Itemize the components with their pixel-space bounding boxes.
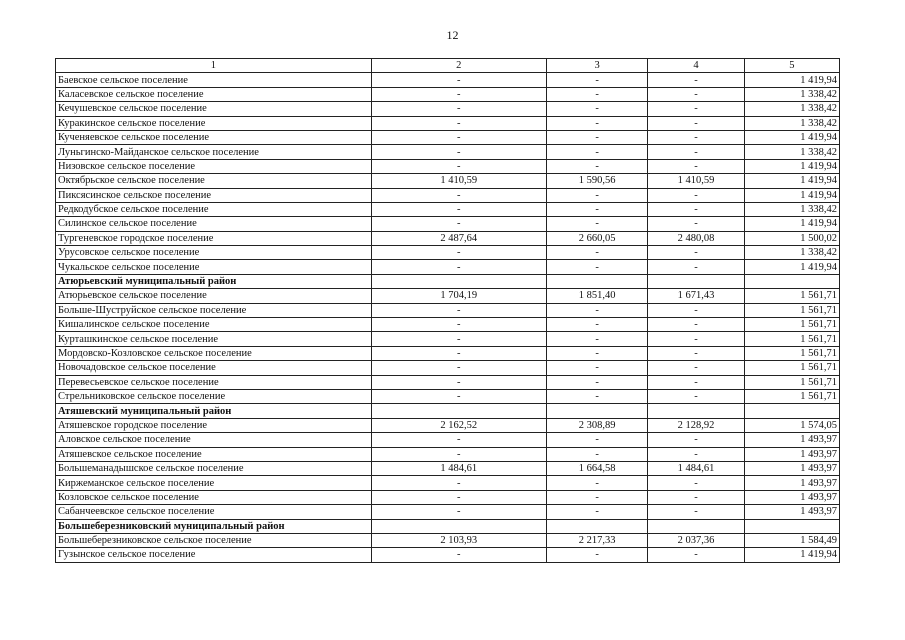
settlement-name: Чукальское сельское поселение bbox=[56, 260, 372, 274]
settlement-name: Баевское сельское поселение bbox=[56, 73, 372, 87]
value-col-4 bbox=[648, 404, 744, 418]
value-col-5: 1 419,94 bbox=[744, 548, 839, 562]
district-name: Большеберезниковский муниципальный район bbox=[56, 519, 372, 533]
value-col-2: 2 103,93 bbox=[371, 533, 546, 547]
table-row bbox=[56, 188, 840, 202]
value-col-3: - bbox=[546, 303, 647, 317]
table-row bbox=[56, 490, 840, 504]
value-col-3: - bbox=[546, 361, 647, 375]
value-col-2: 2 487,64 bbox=[371, 231, 546, 245]
settlement-name: Сабанчеевское сельское поселение bbox=[56, 505, 372, 519]
table-row bbox=[56, 145, 840, 159]
value-col-2: - bbox=[371, 505, 546, 519]
value-col-3: - bbox=[546, 375, 647, 389]
value-col-2: - bbox=[371, 145, 546, 159]
settlement-name: Киржеманское сельское поселение bbox=[56, 476, 372, 490]
value-col-5: 1 338,42 bbox=[744, 145, 839, 159]
value-col-2: - bbox=[371, 433, 546, 447]
value-col-2 bbox=[371, 274, 546, 288]
value-col-4: - bbox=[648, 202, 744, 216]
value-col-5: 1 493,97 bbox=[744, 433, 839, 447]
value-col-4: - bbox=[648, 361, 744, 375]
value-col-2: - bbox=[371, 260, 546, 274]
value-col-4: 1 484,61 bbox=[648, 461, 744, 475]
settlement-name: Гузынское сельское поселение bbox=[56, 548, 372, 562]
value-col-4: - bbox=[648, 490, 744, 504]
table-row bbox=[56, 246, 840, 260]
value-col-3: - bbox=[546, 145, 647, 159]
value-col-2: 2 162,52 bbox=[371, 418, 546, 432]
settlement-name: Октябрьское сельское поселение bbox=[56, 174, 372, 188]
value-col-4: - bbox=[648, 217, 744, 231]
district-name: Атюрьевский муниципальный район bbox=[56, 274, 372, 288]
table-row bbox=[56, 389, 840, 403]
value-col-2: 1 410,59 bbox=[371, 174, 546, 188]
value-col-3: - bbox=[546, 433, 647, 447]
settlement-name: Новочадовское сельское поселение bbox=[56, 361, 372, 375]
value-col-3: - bbox=[546, 246, 647, 260]
column-header: 5 bbox=[744, 59, 839, 73]
value-col-4: - bbox=[648, 246, 744, 260]
value-col-4: 2 128,92 bbox=[648, 418, 744, 432]
value-col-4: 2 480,08 bbox=[648, 231, 744, 245]
column-header: 3 bbox=[546, 59, 647, 73]
value-col-4: - bbox=[648, 130, 744, 144]
value-col-3: - bbox=[546, 73, 647, 87]
value-col-2: - bbox=[371, 346, 546, 360]
settlement-name: Большеманадышское сельское поселение bbox=[56, 461, 372, 475]
value-col-3: - bbox=[546, 548, 647, 562]
value-col-5: 1 419,94 bbox=[744, 260, 839, 274]
table-row bbox=[56, 505, 840, 519]
value-col-2: - bbox=[371, 188, 546, 202]
value-col-5: 1 493,97 bbox=[744, 505, 839, 519]
settlement-name: Куракинское сельское поселение bbox=[56, 116, 372, 130]
settlement-name: Аловское сельское поселение bbox=[56, 433, 372, 447]
value-col-5: 1 493,97 bbox=[744, 476, 839, 490]
value-col-4: 2 037,36 bbox=[648, 533, 744, 547]
value-col-2: - bbox=[371, 87, 546, 101]
column-header: 1 bbox=[56, 59, 372, 73]
value-col-3 bbox=[546, 274, 647, 288]
settlement-name: Силинское сельское поселение bbox=[56, 217, 372, 231]
value-col-5: 1 561,71 bbox=[744, 318, 839, 332]
value-col-4: - bbox=[648, 505, 744, 519]
value-col-4: - bbox=[648, 433, 744, 447]
settlement-name: Кученяевское сельское поселение bbox=[56, 130, 372, 144]
value-col-5: 1 338,42 bbox=[744, 246, 839, 260]
value-col-3: - bbox=[546, 159, 647, 173]
value-col-4: - bbox=[648, 116, 744, 130]
value-col-3 bbox=[546, 404, 647, 418]
value-col-3 bbox=[546, 519, 647, 533]
table-row bbox=[56, 418, 840, 432]
value-col-3: 1 664,58 bbox=[546, 461, 647, 475]
table-row bbox=[56, 303, 840, 317]
tariff-table bbox=[55, 58, 840, 563]
settlement-name: Атюрьевское сельское поселение bbox=[56, 289, 372, 303]
value-col-5: 1 561,71 bbox=[744, 303, 839, 317]
value-col-4: - bbox=[648, 188, 744, 202]
value-col-5: 1 338,42 bbox=[744, 116, 839, 130]
value-col-4: - bbox=[648, 159, 744, 173]
value-col-4: - bbox=[648, 303, 744, 317]
district-header-row bbox=[56, 274, 840, 288]
value-col-4: - bbox=[648, 260, 744, 274]
settlement-name: Стрельниковское сельское поселение bbox=[56, 389, 372, 403]
value-col-5: 1 338,42 bbox=[744, 87, 839, 101]
value-col-3: 2 308,89 bbox=[546, 418, 647, 432]
settlement-name: Кишалинское сельское поселение bbox=[56, 318, 372, 332]
table-row bbox=[56, 159, 840, 173]
value-col-2: 1 484,61 bbox=[371, 461, 546, 475]
value-col-3: - bbox=[546, 447, 647, 461]
value-col-3: - bbox=[546, 318, 647, 332]
value-col-3: - bbox=[546, 389, 647, 403]
value-col-3: 2 660,05 bbox=[546, 231, 647, 245]
value-col-2: - bbox=[371, 332, 546, 346]
value-col-3: 1 851,40 bbox=[546, 289, 647, 303]
value-col-5 bbox=[744, 274, 839, 288]
table-row bbox=[56, 533, 840, 547]
settlement-name: Кечушевское сельское поселение bbox=[56, 102, 372, 116]
value-col-2: - bbox=[371, 130, 546, 144]
district-header-row bbox=[56, 404, 840, 418]
value-col-4: - bbox=[648, 73, 744, 87]
value-col-3: - bbox=[546, 87, 647, 101]
settlement-name: Больше-Шуструйское сельское поселение bbox=[56, 303, 372, 317]
value-col-5: 1 493,97 bbox=[744, 490, 839, 504]
value-col-5: 1 338,42 bbox=[744, 202, 839, 216]
value-col-3: - bbox=[546, 505, 647, 519]
value-col-4: - bbox=[648, 318, 744, 332]
value-col-2: - bbox=[371, 375, 546, 389]
table-row bbox=[56, 73, 840, 87]
settlement-name: Урусовское сельское поселение bbox=[56, 246, 372, 260]
settlement-name: Атяшевское сельское поселение bbox=[56, 447, 372, 461]
value-col-4: - bbox=[648, 346, 744, 360]
value-col-2: - bbox=[371, 361, 546, 375]
value-col-3: - bbox=[546, 332, 647, 346]
value-col-5: 1 500,02 bbox=[744, 231, 839, 245]
value-col-2: - bbox=[371, 490, 546, 504]
value-col-3: - bbox=[546, 116, 647, 130]
value-col-4 bbox=[648, 274, 744, 288]
value-col-4: - bbox=[648, 476, 744, 490]
settlement-name: Тургеневское городское поселение bbox=[56, 231, 372, 245]
settlement-name: Курташкинское сельское поселение bbox=[56, 332, 372, 346]
district-header-row bbox=[56, 519, 840, 533]
value-col-2: - bbox=[371, 116, 546, 130]
table-row bbox=[56, 476, 840, 490]
value-col-4: - bbox=[648, 332, 744, 346]
value-col-2: - bbox=[371, 73, 546, 87]
table-row bbox=[56, 289, 840, 303]
value-col-2: - bbox=[371, 303, 546, 317]
value-col-3: 1 590,56 bbox=[546, 174, 647, 188]
value-col-5: 1 493,97 bbox=[744, 461, 839, 475]
value-col-5: 1 584,49 bbox=[744, 533, 839, 547]
value-col-4: 1 410,59 bbox=[648, 174, 744, 188]
value-col-3: - bbox=[546, 130, 647, 144]
table-row bbox=[56, 174, 840, 188]
table-row bbox=[56, 361, 840, 375]
table-row bbox=[56, 332, 840, 346]
table-row bbox=[56, 217, 840, 231]
table-row bbox=[56, 461, 840, 475]
value-col-2: - bbox=[371, 548, 546, 562]
value-col-3: - bbox=[546, 102, 647, 116]
value-col-5: 1 561,71 bbox=[744, 389, 839, 403]
value-col-2: - bbox=[371, 447, 546, 461]
value-col-2: - bbox=[371, 389, 546, 403]
value-col-5: 1 561,71 bbox=[744, 289, 839, 303]
table-row bbox=[56, 87, 840, 101]
settlement-name: Низовское сельское поселение bbox=[56, 159, 372, 173]
table-body bbox=[56, 59, 840, 563]
value-col-2: - bbox=[371, 159, 546, 173]
value-col-4: - bbox=[648, 375, 744, 389]
value-col-5: 1 419,94 bbox=[744, 188, 839, 202]
table-row bbox=[56, 102, 840, 116]
settlement-name: Перевесьевское сельское поселение bbox=[56, 375, 372, 389]
value-col-4: - bbox=[648, 548, 744, 562]
value-col-5: 1 419,94 bbox=[744, 73, 839, 87]
value-col-2: - bbox=[371, 102, 546, 116]
table-row bbox=[56, 433, 840, 447]
value-col-4: - bbox=[648, 87, 744, 101]
value-col-3: - bbox=[546, 217, 647, 231]
value-col-4: - bbox=[648, 102, 744, 116]
value-col-2 bbox=[371, 404, 546, 418]
column-header: 2 bbox=[371, 59, 546, 73]
value-col-3: - bbox=[546, 476, 647, 490]
settlement-name: Пиксясинское сельское поселение bbox=[56, 188, 372, 202]
value-col-3: - bbox=[546, 202, 647, 216]
value-col-4: - bbox=[648, 447, 744, 461]
value-col-2: 1 704,19 bbox=[371, 289, 546, 303]
value-col-5: 1 574,05 bbox=[744, 418, 839, 432]
value-col-2: - bbox=[371, 246, 546, 260]
table-row bbox=[56, 202, 840, 216]
table-row bbox=[56, 231, 840, 245]
table-row bbox=[56, 375, 840, 389]
value-col-5: 1 561,71 bbox=[744, 332, 839, 346]
value-col-5: 1 561,71 bbox=[744, 346, 839, 360]
value-col-5: 1 419,94 bbox=[744, 217, 839, 231]
value-col-5 bbox=[744, 404, 839, 418]
value-col-2: - bbox=[371, 202, 546, 216]
table-row bbox=[56, 548, 840, 562]
column-header: 4 bbox=[648, 59, 744, 73]
value-col-5: 1 419,94 bbox=[744, 159, 839, 173]
value-col-5: 1 493,97 bbox=[744, 447, 839, 461]
settlement-name: Козловское сельское поселение bbox=[56, 490, 372, 504]
value-col-3: - bbox=[546, 346, 647, 360]
value-col-2: - bbox=[371, 476, 546, 490]
value-col-5 bbox=[744, 519, 839, 533]
value-col-3: - bbox=[546, 188, 647, 202]
table-row bbox=[56, 260, 840, 274]
table-row bbox=[56, 447, 840, 461]
settlement-name: Атяшевское городское поселение bbox=[56, 418, 372, 432]
value-col-5: 1 419,94 bbox=[744, 130, 839, 144]
settlement-name: Каласевское сельское поселение bbox=[56, 87, 372, 101]
value-col-4: - bbox=[648, 389, 744, 403]
settlement-name: Луньгинско-Майданское сельское поселение bbox=[56, 145, 372, 159]
value-col-2: - bbox=[371, 318, 546, 332]
value-col-5: 1 561,71 bbox=[744, 375, 839, 389]
table-row bbox=[56, 318, 840, 332]
table-row bbox=[56, 116, 840, 130]
page-number: 12 bbox=[446, 28, 459, 42]
value-col-5: 1 561,71 bbox=[744, 361, 839, 375]
column-header-row bbox=[56, 59, 840, 73]
value-col-5: 1 338,42 bbox=[744, 102, 839, 116]
value-col-3: - bbox=[546, 260, 647, 274]
table-row bbox=[56, 130, 840, 144]
value-col-3: - bbox=[546, 490, 647, 504]
value-col-4: - bbox=[648, 145, 744, 159]
value-col-5: 1 419,94 bbox=[744, 174, 839, 188]
settlement-name: Редкодубское сельское поселение bbox=[56, 202, 372, 216]
value-col-2: - bbox=[371, 217, 546, 231]
settlement-name: Большеберезниковское сельское поселение bbox=[56, 533, 372, 547]
district-name: Атяшевский муниципальный район bbox=[56, 404, 372, 418]
value-col-3: 2 217,33 bbox=[546, 533, 647, 547]
value-col-4: 1 671,43 bbox=[648, 289, 744, 303]
value-col-4 bbox=[648, 519, 744, 533]
settlement-name: Мордовско-Козловское сельское поселение bbox=[56, 346, 372, 360]
value-col-2 bbox=[371, 519, 546, 533]
table-row bbox=[56, 346, 840, 360]
